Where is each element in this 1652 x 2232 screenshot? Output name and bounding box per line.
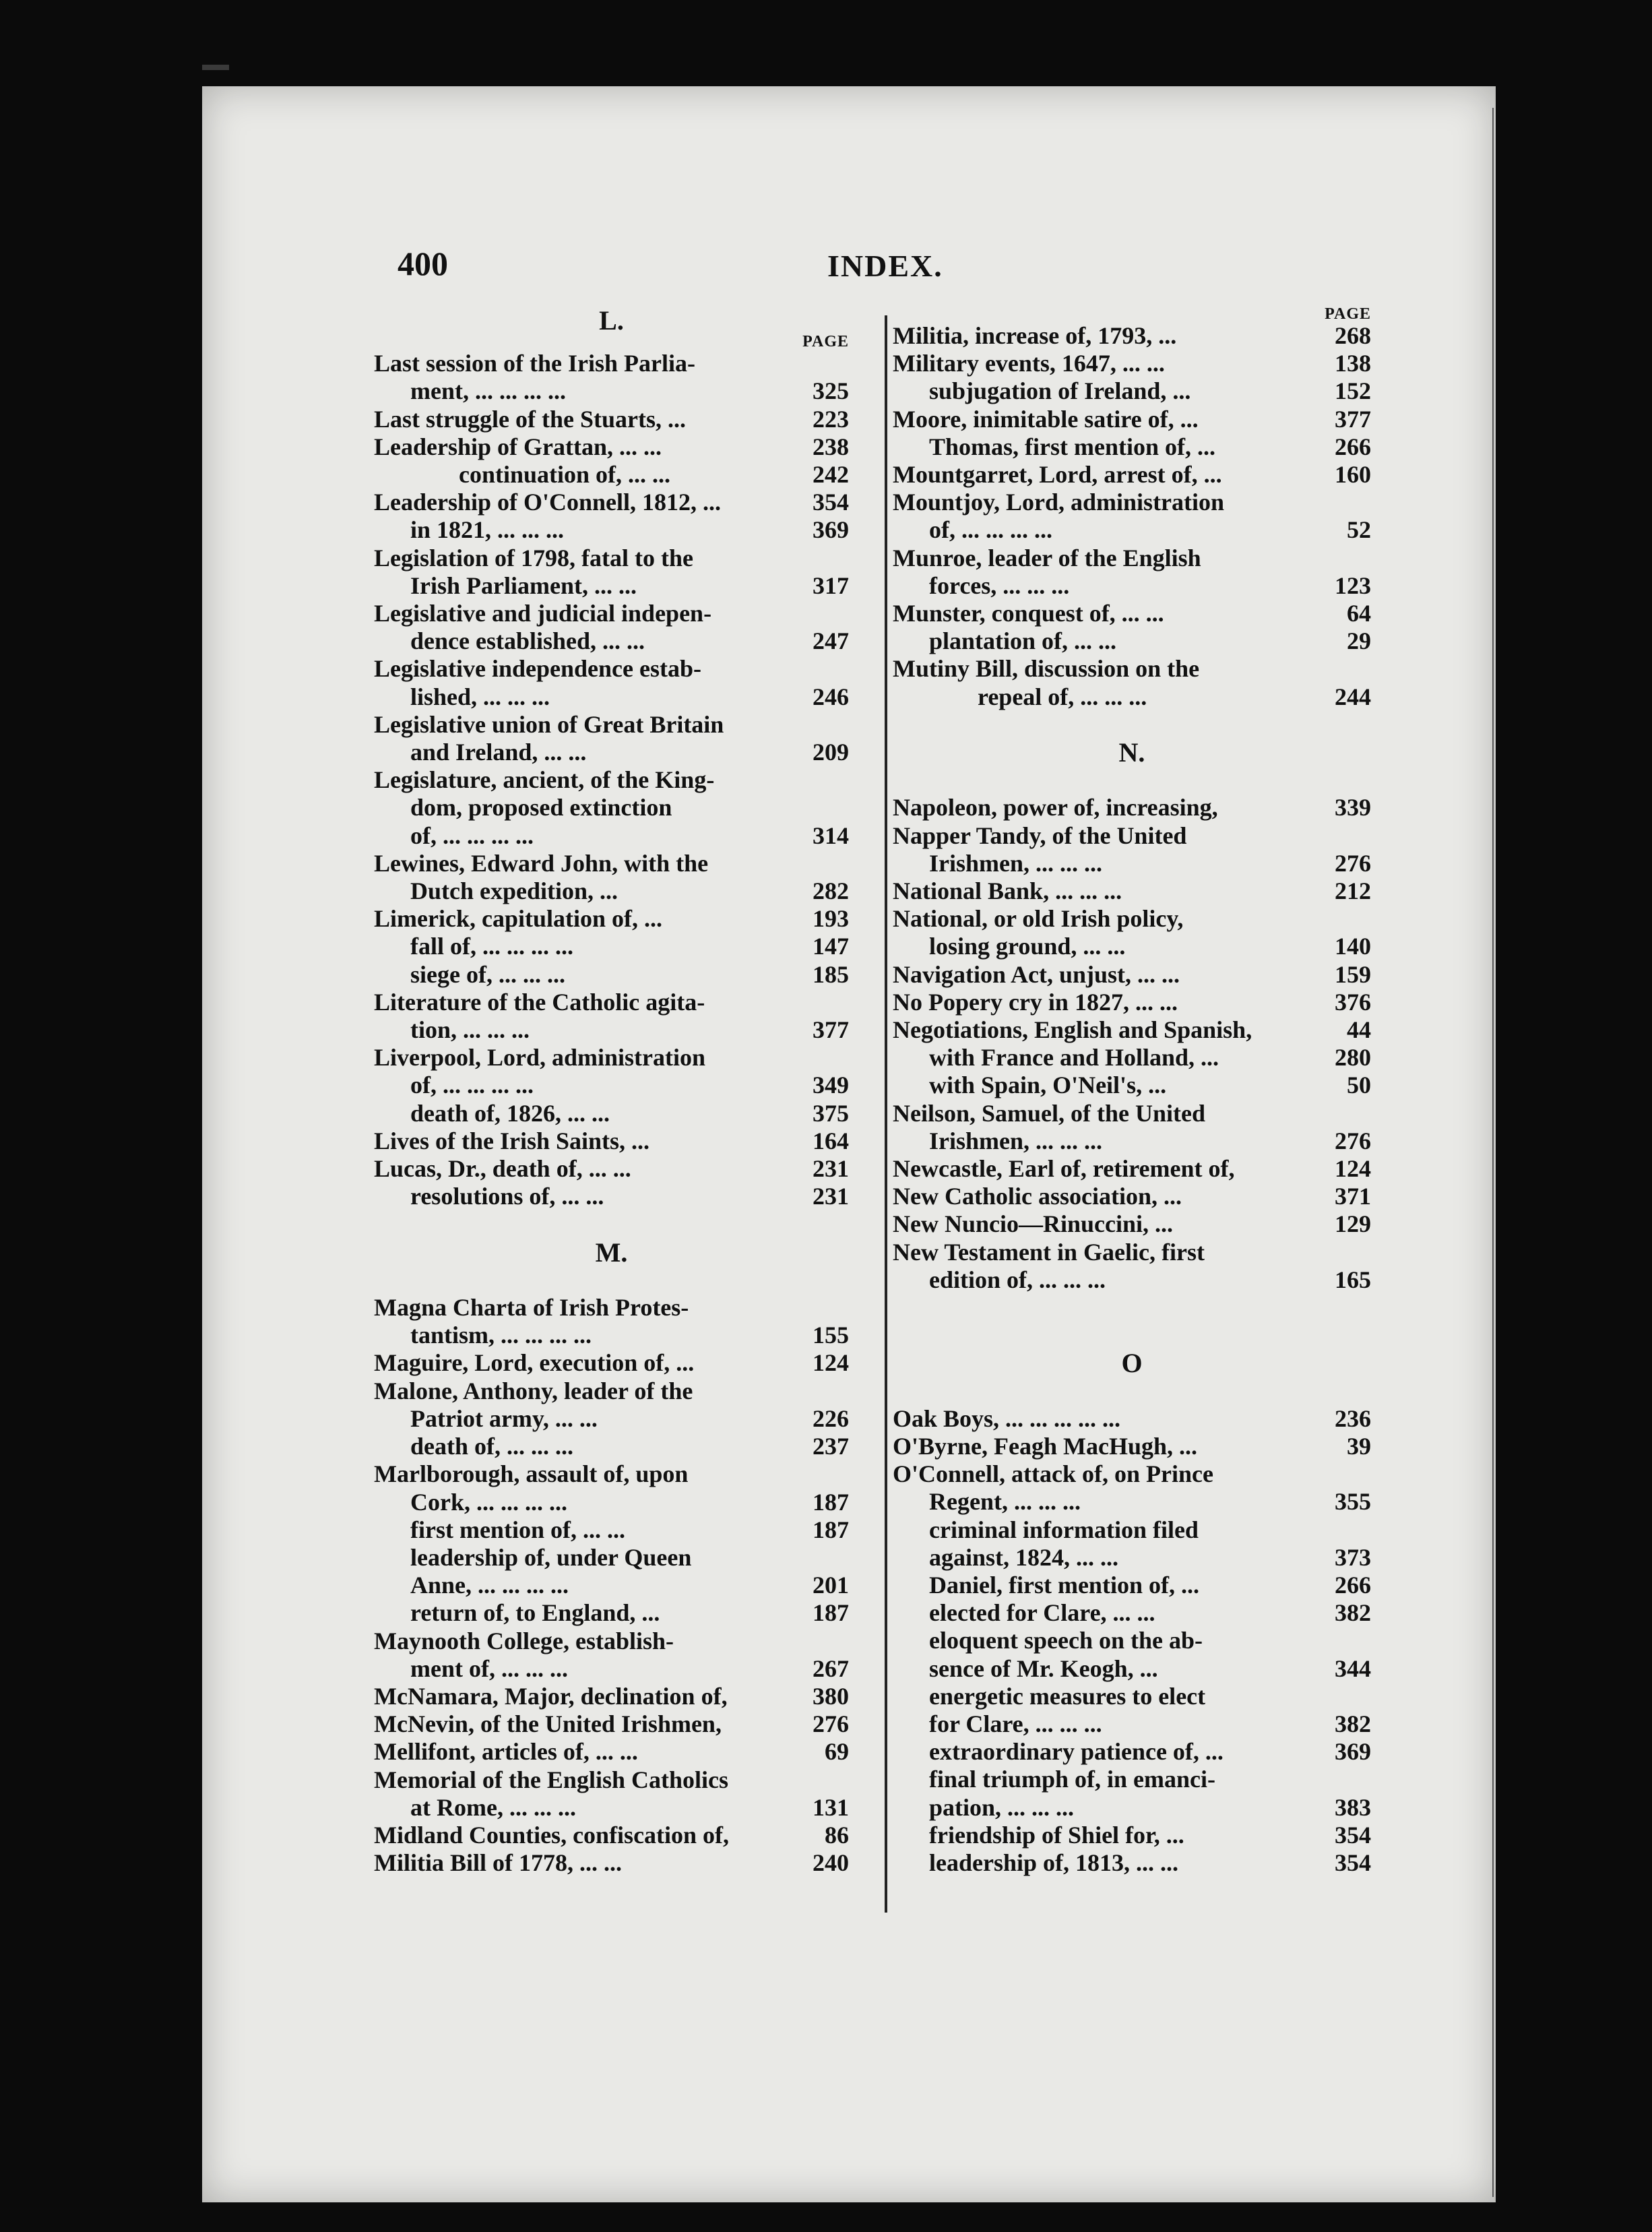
section-heading: L.: [599, 305, 624, 336]
entry-text: O'Connell, attack of, on Prince: [893, 1460, 1213, 1488]
entry-text: eloquent speech on the ab-: [929, 1627, 1203, 1654]
entry-page-number: 209: [813, 739, 849, 766]
entry-text: fall of, ... ... ... ...: [410, 933, 573, 960]
entry-text: plantation of, ... ...: [929, 627, 1117, 655]
index-entry: [374, 1349, 849, 1377]
index-entry: [374, 406, 849, 433]
index-entry: [893, 1572, 1371, 1599]
entry-page-number: 240: [813, 1849, 849, 1877]
entry-text: Maguire, Lord, execution of, ...: [374, 1349, 695, 1377]
entry-page-number: 237: [813, 1433, 849, 1460]
entry-text: forces, ... ... ...: [929, 571, 1070, 599]
entry-page-number: 185: [813, 960, 849, 988]
entry-text: Memorial of the English Catholics: [374, 1766, 728, 1793]
index-entry: [893, 1072, 1371, 1099]
entry-text: Anne, ... ... ... ...: [410, 1572, 569, 1599]
index-entry: [374, 572, 849, 600]
entry-text: tion, ... ... ...: [410, 1016, 530, 1044]
entry-text: New Nuncio—Rinuccini, ...: [893, 1210, 1174, 1238]
entry-text: Daniel, first mention of, ...: [929, 1572, 1199, 1599]
index-entry: [893, 1683, 1371, 1710]
entry-page-number: 383: [1335, 1793, 1371, 1821]
index-entry: [893, 1655, 1371, 1683]
page-column-label: PAGE: [802, 333, 849, 351]
index-entry: [374, 1544, 849, 1572]
entry-text: ment, ... ... ... ...: [410, 377, 566, 405]
index-entry: [893, 1710, 1371, 1738]
entry-text: Mellifont, articles of, ... ...: [374, 1738, 638, 1766]
index-entry: [374, 877, 849, 905]
entry-text: Legislature, ancient, of the King-: [374, 766, 715, 794]
entry-page-number: 373: [1335, 1543, 1371, 1571]
entry-page-number: 349: [813, 1072, 849, 1099]
index-entry: [893, 627, 1371, 655]
entry-text: New Testament in Gaelic, first: [893, 1238, 1205, 1266]
column-divider: [885, 315, 887, 1913]
index-entry: [893, 350, 1371, 377]
index-column-right: [893, 307, 1371, 1877]
spacer: [893, 1322, 1371, 1349]
entry-page-number: 376: [1335, 988, 1371, 1016]
entry-text: Legislative union of Great Britain: [374, 710, 724, 738]
index-entry: [893, 1433, 1371, 1460]
entry-text: losing ground, ... ...: [929, 933, 1126, 960]
page-number: 400: [398, 245, 448, 282]
entry-page-number: 39: [1347, 1433, 1371, 1460]
index-entry: [893, 1266, 1371, 1294]
index-entry: [893, 1100, 1371, 1127]
index-entry: [374, 1044, 849, 1072]
entry-text: O'Byrne, Feagh MacHugh, ...: [893, 1433, 1197, 1460]
index-entry: [374, 1183, 849, 1210]
index-entry: [374, 905, 849, 933]
entry-page-number: 369: [813, 516, 849, 544]
entry-page-number: 380: [813, 1682, 849, 1710]
spacer: [893, 766, 1371, 794]
entry-page-number: 86: [825, 1821, 849, 1849]
index-entry: [893, 1155, 1371, 1183]
index-entry: [374, 516, 849, 544]
entry-page-number: 138: [1335, 350, 1371, 377]
entry-text: Mountjoy, Lord, administration: [893, 489, 1225, 516]
entry-page-number: 187: [813, 1488, 849, 1516]
spacer: [374, 1211, 849, 1239]
entry-page-number: 344: [1335, 1654, 1371, 1682]
entry-text: Neilson, Samuel, of the United: [893, 1099, 1206, 1127]
entry-page-number: 276: [1335, 849, 1371, 877]
index-entry: [893, 1766, 1371, 1793]
entry-page-number: 339: [1335, 794, 1371, 822]
entry-text: Midland Counties, confiscation of,: [374, 1821, 730, 1849]
entry-text: Limerick, capitulation of, ...: [374, 905, 662, 933]
index-entry: [893, 489, 1371, 516]
entry-text: Legislative independence estab-: [374, 655, 701, 683]
entry-page-number: 354: [1335, 1821, 1371, 1849]
index-entry: [374, 1822, 849, 1849]
entry-text: dence established, ... ...: [410, 627, 645, 655]
entry-text: final triumph of, in emanci-: [929, 1766, 1216, 1793]
entry-page-number: 276: [813, 1710, 849, 1738]
index-entry: [893, 1738, 1371, 1766]
index-entry: [374, 655, 849, 683]
running-head: INDEX.: [827, 249, 943, 283]
index-entry: [374, 1377, 849, 1405]
entry-text: and Ireland, ... ...: [410, 739, 587, 766]
entry-page-number: 238: [813, 433, 849, 460]
entry-text: with Spain, O'Neil's, ...: [929, 1072, 1167, 1099]
entry-page-number: 314: [813, 822, 849, 849]
index-entry: [893, 794, 1371, 822]
index-entry: [893, 600, 1371, 627]
entry-text: Dutch expedition, ...: [410, 877, 618, 905]
spacer: [374, 1266, 849, 1294]
entry-page-number: 354: [813, 489, 849, 516]
entry-text: return of, to England, ...: [410, 1599, 660, 1627]
spacer: [893, 1294, 1371, 1322]
entry-text: resolutions of, ... ...: [410, 1183, 604, 1210]
entry-text: leadership of, under Queen: [410, 1543, 692, 1571]
index-entry: [374, 1433, 849, 1460]
entry-page-number: 231: [813, 1183, 849, 1210]
entry-text: death of, 1826, ... ...: [410, 1099, 610, 1127]
index-entry: [893, 1544, 1371, 1572]
index-entry: [374, 1489, 849, 1516]
index-column-left: [374, 307, 849, 1877]
entry-text: Maynooth College, establish-: [374, 1627, 674, 1654]
entry-text: Patriot army, ... ...: [410, 1404, 598, 1432]
entry-text: Magna Charta of Irish Protes-: [374, 1294, 689, 1322]
entry-text: Militia, increase of, 1793, ...: [893, 322, 1177, 349]
index-entry: [374, 545, 849, 572]
entry-text: first mention of, ... ...: [410, 1516, 625, 1543]
entry-page-number: 155: [813, 1322, 849, 1349]
index-entry: [374, 600, 849, 627]
entry-text: with France and Holland, ...: [929, 1044, 1219, 1072]
entry-text: elected for Clare, ... ...: [929, 1599, 1155, 1627]
entry-text: Last session of the Irish Parlia-: [374, 350, 695, 377]
index-entry: [893, 406, 1371, 433]
entry-page-number: 267: [813, 1654, 849, 1682]
entry-page-number: 375: [813, 1099, 849, 1127]
index-entry: [893, 1460, 1371, 1488]
entry-text: Irish Parliament, ... ...: [410, 571, 637, 599]
index-entry: [893, 683, 1371, 711]
entry-text: Last struggle of the Stuarts, ...: [374, 405, 686, 433]
index-entry: [374, 627, 849, 655]
entry-text: National Bank, ... ... ...: [893, 877, 1122, 905]
entry-text: Military events, 1647, ... ...: [893, 350, 1165, 377]
entry-page-number: 244: [1335, 683, 1371, 710]
entry-page-number: 201: [813, 1572, 849, 1599]
index-entry: [374, 1849, 849, 1877]
entry-text: dom, proposed extinction: [410, 794, 672, 822]
entry-text: Mountgarret, Lord, arrest of, ...: [893, 461, 1222, 489]
index-entry: [374, 461, 849, 489]
index-entry: [893, 545, 1371, 572]
entry-page-number: 152: [1335, 377, 1371, 405]
entry-text: energetic measures to elect: [929, 1682, 1206, 1710]
entry-text: McNevin, of the United Irishmen,: [374, 1710, 722, 1738]
index-entry: [374, 433, 849, 461]
entry-text: Oak Boys, ... ... ... ... ...: [893, 1404, 1121, 1432]
index-entry: [374, 822, 849, 850]
entry-text: criminal information filed: [929, 1516, 1199, 1543]
entry-text: Lives of the Irish Saints, ...: [374, 1127, 650, 1154]
index-entry: [893, 1488, 1371, 1516]
entry-page-number: 246: [813, 683, 849, 710]
index-entry: [893, 433, 1371, 461]
entry-text: McNamara, Major, declination of,: [374, 1682, 728, 1710]
entry-page-number: 140: [1335, 933, 1371, 960]
entry-text: at Rome, ... ... ...: [410, 1793, 576, 1821]
index-entry: [374, 1155, 849, 1183]
index-entry: [374, 989, 849, 1016]
entry-page-number: 52: [1347, 516, 1371, 544]
index-entry: [374, 489, 849, 516]
entry-text: extraordinary patience of, ...: [929, 1738, 1224, 1766]
index-entry: [893, 961, 1371, 989]
entry-page-number: 131: [813, 1793, 849, 1821]
entry-text: of, ... ... ... ...: [410, 822, 534, 849]
index-entry: [893, 1405, 1371, 1433]
entry-page-number: 160: [1335, 461, 1371, 489]
index-entry: [374, 1738, 849, 1766]
entry-page-number: 276: [1335, 1127, 1371, 1154]
entry-text: Leadership of O'Connell, 1812, ...: [374, 489, 722, 516]
entry-text: in 1821, ... ... ...: [410, 516, 565, 544]
entry-page-number: 266: [1335, 433, 1371, 460]
entry-text: Regent, ... ... ...: [929, 1488, 1081, 1516]
index-entry: [374, 1405, 849, 1433]
entry-text: Moore, inimitable satire of, ...: [893, 405, 1199, 433]
index-entry: [374, 1294, 849, 1322]
entry-page-number: 355: [1335, 1488, 1371, 1516]
entry-page-number: 193: [813, 905, 849, 933]
index-entry: [374, 850, 849, 877]
entry-text: friendship of Shiel for, ...: [929, 1821, 1184, 1849]
entry-text: sence of Mr. Keogh, ...: [929, 1654, 1158, 1682]
entry-page-number: 212: [1335, 877, 1371, 905]
index-entry: [893, 1239, 1371, 1266]
index-entry: [893, 1627, 1371, 1654]
entry-text: ment of, ... ... ...: [410, 1654, 568, 1682]
index-entry: [374, 1628, 849, 1655]
index-entry: [893, 850, 1371, 877]
index-entry: [374, 1599, 849, 1627]
entry-text: tantism, ... ... ... ...: [410, 1322, 592, 1349]
index-entry: [374, 350, 849, 377]
entry-text: Malone, Anthony, leader of the: [374, 1377, 693, 1404]
entry-page-number: 266: [1335, 1572, 1371, 1599]
entry-text: Negotiations, English and Spanish,: [893, 1016, 1252, 1044]
entry-page-number: 164: [813, 1127, 849, 1154]
index-entry: [893, 1210, 1371, 1238]
scan-mark-top: [202, 65, 229, 70]
index-entry: [893, 322, 1371, 350]
entry-text: for Clare, ... ... ...: [929, 1710, 1102, 1738]
entry-page-number: 159: [1335, 960, 1371, 988]
entry-page-number: 44: [1347, 1016, 1371, 1044]
entry-page-number: 382: [1335, 1710, 1371, 1738]
index-entry: [374, 1572, 849, 1599]
index-entry: [374, 766, 849, 794]
index-entry: [374, 1016, 849, 1044]
index-entry: [374, 933, 849, 960]
page-edge-line: [1492, 108, 1494, 2197]
entry-text: leadership of, 1813, ... ...: [929, 1849, 1179, 1877]
index-entry: [893, 1016, 1371, 1044]
entry-page-number: 50: [1347, 1072, 1371, 1099]
index-entry: [893, 461, 1371, 489]
entry-text: lished, ... ... ...: [410, 683, 550, 710]
entry-page-number: 187: [813, 1599, 849, 1627]
section-heading: O: [1121, 1348, 1143, 1379]
index-entry: [893, 989, 1371, 1016]
index-entry: [893, 1044, 1371, 1072]
entry-text: Irishmen, ... ... ...: [929, 1127, 1103, 1154]
entry-text: death of, ... ... ...: [410, 1433, 573, 1460]
index-entry: [893, 655, 1371, 683]
index-entry: [374, 1100, 849, 1127]
index-entry: [893, 877, 1371, 905]
index-entry: [893, 905, 1371, 933]
entry-text: against, 1824, ... ...: [929, 1543, 1119, 1571]
entry-page-number: 242: [813, 461, 849, 489]
index-entry: [374, 1710, 849, 1738]
index-entry: [893, 1599, 1371, 1627]
entry-page-number: 325: [813, 377, 849, 405]
spacer: [893, 1377, 1371, 1405]
index-entry: [893, 1183, 1371, 1210]
entry-page-number: 369: [1335, 1738, 1371, 1766]
index-entry: [374, 683, 849, 711]
entry-text: Munroe, leader of the English: [893, 544, 1201, 571]
index-entry: [374, 1766, 849, 1794]
index-entry: [374, 1794, 849, 1822]
index-entry: [374, 1460, 849, 1488]
index-entry: [374, 794, 849, 822]
index-entry: [893, 572, 1371, 600]
index-entry: [374, 1322, 849, 1349]
entry-text: Literature of the Catholic agita-: [374, 988, 705, 1016]
entry-page-number: 317: [813, 571, 849, 599]
entry-page-number: 29: [1347, 627, 1371, 655]
index-entry: [893, 377, 1371, 405]
entry-text: Lewines, Edward John, with the: [374, 849, 709, 877]
entry-page-number: 377: [1335, 405, 1371, 433]
entry-text: New Catholic association, ...: [893, 1183, 1182, 1210]
section-heading: N.: [1118, 737, 1145, 768]
entry-page-number: 280: [1335, 1044, 1371, 1072]
spacer: [893, 711, 1371, 739]
entry-page-number: 187: [813, 1516, 849, 1543]
index-entry: [374, 961, 849, 989]
index-entry: [893, 933, 1371, 960]
index-entry: [374, 1072, 849, 1099]
entry-text: Munster, conquest of, ... ...: [893, 600, 1164, 627]
entry-page-number: 371: [1335, 1183, 1371, 1210]
entry-page-number: 268: [1335, 322, 1371, 349]
entry-text: Leadership of Grattan, ... ...: [374, 433, 662, 460]
entry-text: Newcastle, Earl of, retirement of,: [893, 1155, 1235, 1183]
entry-page-number: 124: [813, 1349, 849, 1377]
entry-text: Lucas, Dr., death of, ... ...: [374, 1155, 631, 1183]
entry-text: siege of, ... ... ...: [410, 960, 565, 988]
entry-page-number: 377: [813, 1016, 849, 1044]
entry-text: Navigation Act, unjust, ... ...: [893, 960, 1180, 988]
entry-text: subjugation of Ireland, ...: [929, 377, 1191, 405]
entry-text: Mutiny Bill, discussion on the: [893, 655, 1200, 683]
entry-page-number: 223: [813, 405, 849, 433]
index-entry: [374, 1683, 849, 1710]
page-column-label: PAGE: [1325, 305, 1371, 323]
entry-page-number: 354: [1335, 1849, 1371, 1877]
entry-text: Thomas, first mention of, ...: [929, 433, 1215, 460]
entry-text: edition of, ... ... ...: [929, 1266, 1106, 1293]
index-entry: [374, 739, 849, 766]
index-entry: [893, 1516, 1371, 1544]
entry-text: Legislative and judicial indepen-: [374, 600, 712, 627]
index-entry: [893, 1127, 1371, 1155]
index-entry: [374, 1127, 849, 1155]
entry-page-number: 147: [813, 933, 849, 960]
index-entry: [893, 822, 1371, 850]
index-entry: [893, 1822, 1371, 1849]
entry-text: Legislation of 1798, fatal to the: [374, 544, 693, 571]
entry-text: Napper Tandy, of the United: [893, 822, 1187, 849]
entry-page-number: 64: [1347, 600, 1371, 627]
entry-text: continuation of, ... ...: [459, 461, 671, 489]
entry-text: Cork, ... ... ... ...: [410, 1488, 567, 1516]
index-entry: [374, 1516, 849, 1544]
entry-text: Liverpool, Lord, administration: [374, 1044, 706, 1072]
entry-page-number: 226: [813, 1404, 849, 1432]
entry-text: Napoleon, power of, increasing,: [893, 794, 1218, 822]
entry-page-number: 231: [813, 1155, 849, 1183]
entry-page-number: 236: [1335, 1404, 1371, 1432]
index-entry: [893, 516, 1371, 544]
index-entry: [374, 377, 849, 405]
entry-text: repeal of, ... ... ...: [978, 683, 1147, 710]
entry-text: of, ... ... ... ...: [410, 1072, 534, 1099]
index-entry: [374, 1655, 849, 1683]
entry-text: Irishmen, ... ... ...: [929, 849, 1103, 877]
entry-text: National, or old Irish policy,: [893, 905, 1184, 933]
entry-page-number: 129: [1335, 1210, 1371, 1238]
entry-text: of, ... ... ... ...: [929, 516, 1052, 544]
index-entry: [374, 711, 849, 739]
index-entry: [893, 1794, 1371, 1822]
entry-text: Militia Bill of 1778, ... ...: [374, 1849, 622, 1877]
entry-text: pation, ... ... ...: [929, 1793, 1075, 1821]
entry-page-number: 123: [1335, 571, 1371, 599]
section-heading: M.: [595, 1237, 628, 1268]
index-entry: [893, 1849, 1371, 1877]
entry-page-number: 69: [825, 1738, 849, 1766]
entry-page-number: 165: [1335, 1266, 1371, 1293]
entry-page-number: 124: [1335, 1155, 1371, 1183]
entry-text: Marlborough, assault of, upon: [374, 1460, 689, 1488]
entry-page-number: 382: [1335, 1599, 1371, 1627]
entry-page-number: 247: [813, 627, 849, 655]
entry-text: No Popery cry in 1827, ... ...: [893, 988, 1178, 1016]
entry-page-number: 282: [813, 877, 849, 905]
